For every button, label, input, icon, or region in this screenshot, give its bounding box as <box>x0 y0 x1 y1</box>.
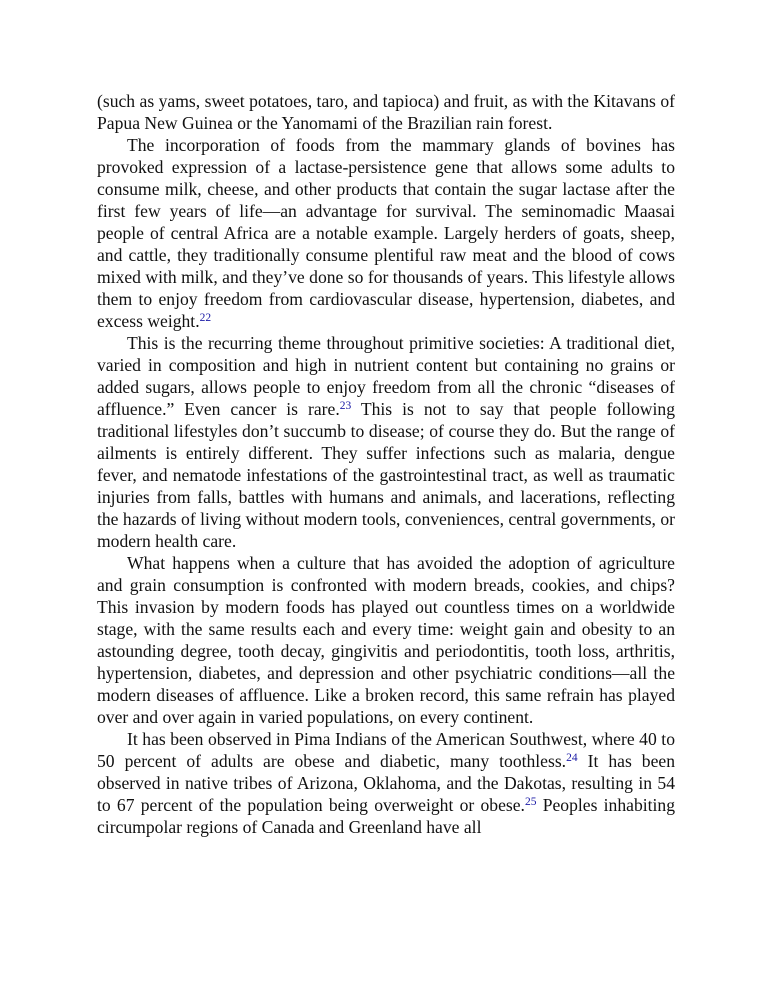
footnote-link-24[interactable]: 24 <box>566 752 578 764</box>
book-page <box>97 90 675 838</box>
paragraph-text: This is the recurring theme throughout primitive societies: A traditional diet, varied in composition and high in nutrient content but containing no grains or added sugars, allows people to enjoy freedom from all the chronic “diseases of affluence.” Even cancer is rare. <box>97 333 675 419</box>
paragraph-text: This is not to say that people following traditional lifestyles don’t succumb to disease; of course they do. But the range of ailments is entirely different. They suffer infections such as malaria, dengue fever, and nematode infestations of the gastrointestinal tract, as well as traumatic injuries from falls, battles with humans and animals, and lacerations, reflecting the hazards of living without modern tools, conveniences, central governments, or modern health care. <box>97 399 675 551</box>
paragraph-tubers-fruit <box>97 90 675 134</box>
paragraph-text: Peoples inhabiting circumpolar regions of Canada and Greenland have all <box>97 795 676 837</box>
paragraph-text: The incorporation of foods from the mammary glands of bovines has provoked expression of a lactase-persistence gene that allows some adults to consume milk, cheese, and other products that contain the sugar lactase after the first few years of life—an advantage for survival. The seminomadic Maasai people of central Africa are a notable example. Largely herders of goats, sheep, and cattle, they traditionally consume plentiful raw meat and the blood of cows mixed with milk, and they’ve done so for thousands of years. This lifestyle allows them to enjoy freedom from cardiovascular disease, hypertension, diabetes, and excess weight. <box>97 135 675 331</box>
footnote-link-25[interactable]: 25 <box>524 796 537 808</box>
paragraph-text: It has been observed in Pima Indians of the American Southwest, where 40 to 50 percent of adults are obese and diabetic, many toothless. <box>97 729 675 771</box>
paragraph-modern-foods <box>97 552 675 728</box>
footnote-link-23[interactable]: 23 <box>339 400 352 412</box>
footnote-link-22[interactable]: 22 <box>199 312 212 324</box>
paragraph-lactase-maasai <box>97 134 675 332</box>
paragraph-text: It has been observed in native tribes of Arizona, Oklahoma, and the Dakotas, resulting in 54 to 67 percent of the population being overweight or obese. <box>97 751 675 815</box>
paragraph-primitive-societies <box>97 332 675 552</box>
paragraph-text: What happens when a culture that has avoided the adoption of agriculture and grain consumption is confronted with modern breads, cookies, and chips? This invasion by modern foods has played out countless times on a worldwide stage, with the same results each and every time: weight gain and obesity to an astounding degree, tooth decay, gingivitis and periodontitis, tooth loss, arthritis, hypertension, diabetes, and depression and other psychiatric conditions—all the modern diseases of affluence. Like a broken record, this same refrain has played over and over again in varied populations, on every continent. <box>97 553 675 727</box>
paragraph-pima-indians <box>97 728 675 838</box>
paragraph-text: (such as yams, sweet potatoes, taro, and tapioca) and fruit, as with the Kitavans of Papua New Guinea or the Yanomami of the Brazilian rain forest. <box>97 91 675 133</box>
